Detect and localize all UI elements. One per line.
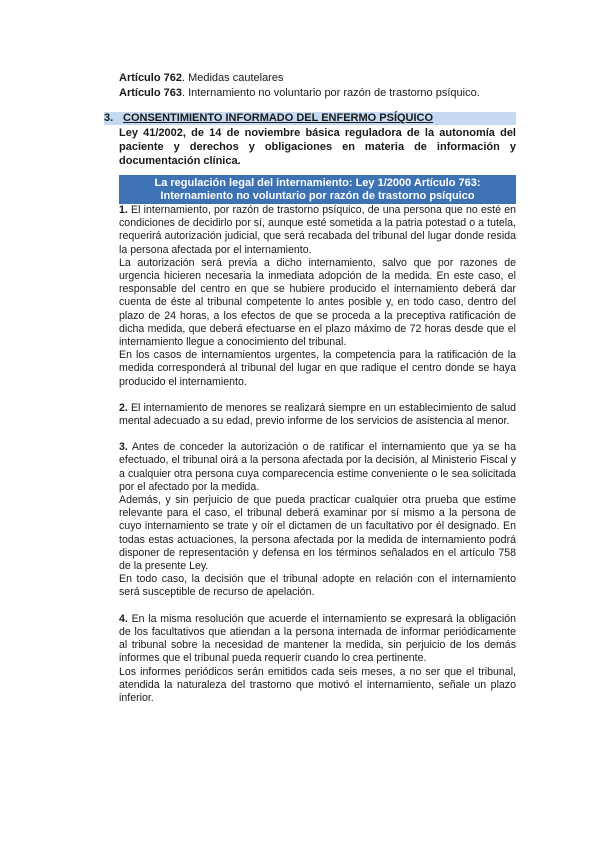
spacer: [119, 389, 516, 402]
article-763-text: . Internamiento no voluntario por razón de trastorno psíquico.: [181, 87, 480, 99]
section-title: CONSENTIMIENTO INFORMADO DEL ENFERMO PSÍQUICO: [123, 112, 434, 124]
paragraph-1-b: La autorización será previa a dicho internamiento, salvo que por razones de urgencia hicieren necesaria la inmediata adopción de la medida. En este caso, el responsable del centro en que se hubiere producido el internamiento deberá dar cuenta de éste al tribunal competente lo antes posible y, en todo caso, dentro del plazo de 24 horas, a los efectos de que se proceda a la preceptiva ratificación de dicha medida, que deberá efectuarse en el plazo máximo de 72 horas desde que el internamiento llegue a conocimiento del tribunal.: [119, 256, 516, 349]
paragraph-4: [119, 613, 516, 666]
paragraph-3-c: En todo caso, la decisión que el tribunal adopte en relación con el internamiento será susceptible de recurso de apelación.: [119, 573, 516, 599]
paragraph-2-text: El internamiento de menores se realizará siempre en un establecimiento de salud mental adecuado a su edad, previo informe de los servicios de asistencia al menor.: [119, 401, 516, 428]
article-763-line: [119, 86, 516, 101]
banner-line-1: La regulación legal del internamiento: Ley 1/2000 Artículo 763:: [154, 177, 481, 189]
paragraph-4-b: Los informes periódicos serán emitidos cada seis meses, a no ser que el tribunal, atendida la naturaleza del trastorno que motivó el internamiento, señale un plazo inferior.: [119, 665, 516, 704]
article-762-label: Artículo 762: [119, 72, 182, 84]
article-762-line: [119, 71, 516, 86]
banner-line-2: Internamiento no voluntario por razón de trastorno psíquico: [160, 190, 475, 202]
paragraph-1: [119, 204, 516, 257]
article-763-label: Artículo 763: [119, 87, 182, 99]
paragraph-4-text-a: En la misma resolución que acuerde el internamiento se expresará la obligación de los facultativos que atiendan a la persona internada de informar periódicamente al tribunal sobre la necesidad de mantener la medida, sin perjuicio de los demás informes que el tribunal pueda requerir cuando lo crea pertinente.: [119, 612, 516, 665]
document-page: [104, 71, 516, 705]
section-number: 3.: [104, 112, 114, 124]
paragraph-1-text-a: El internamiento, por razón de trastorno psíquico, de una persona que no esté en condiciones de decidirlo por sí, aunque esté sometida a la patria potestad o a tutela, requerirá autorización judicial, que será recabada del tribunal del lugar donde resida la persona afectada por el internamiento.: [119, 204, 516, 256]
paragraph-1-number: 1.: [119, 204, 128, 216]
section-heading: [104, 112, 516, 125]
spacer: [119, 428, 516, 441]
spacer: [119, 600, 516, 613]
paragraph-2: [119, 402, 516, 428]
paragraph-1-c: En los casos de internamientos urgentes, la competencia para la ratificación de la medida corresponderá al tribunal del lugar en que radique el centro donde se haya producido el internamiento.: [119, 349, 516, 388]
paragraph-2-number: 2.: [119, 401, 128, 414]
article-762-text: . Medidas cautelares: [181, 72, 284, 84]
regulation-banner: [119, 175, 516, 204]
paragraph-3-number: 3.: [119, 441, 128, 454]
paragraph-3: [119, 441, 516, 494]
paragraph-3-b: Además, y sin perjuicio de que pueda practicar cualquier otra prueba que estime relevante para el caso, el tribunal deberá examinar por sí mismo a la persona de cuyo internamiento se trate y oír el dictamen de un facultativo por él designado. En todas estas actuaciones, la persona afectada por la medida de internamiento podrá disponer de representación y defensa en los términos señalados en el artículo 758 de la presente Ley.: [119, 494, 516, 573]
paragraph-3-text-a: Antes de conceder la autorización o de ratificar el internamiento que ya se ha efectuado, el tribunal oirá a la persona afectada por la decisión, al Ministerio Fiscal y a cualquier otra persona cuya comparecencia estime conveniente o le sea solicitada por el afectado por la medida.: [119, 441, 516, 493]
law-reference: Ley 41/2002, de 14 de noviembre básica reguladora de la autonomía del paciente y derechos y obligaciones en materia de información y documentación clínica.: [119, 127, 516, 167]
paragraph-4-number: 4.: [119, 612, 128, 625]
